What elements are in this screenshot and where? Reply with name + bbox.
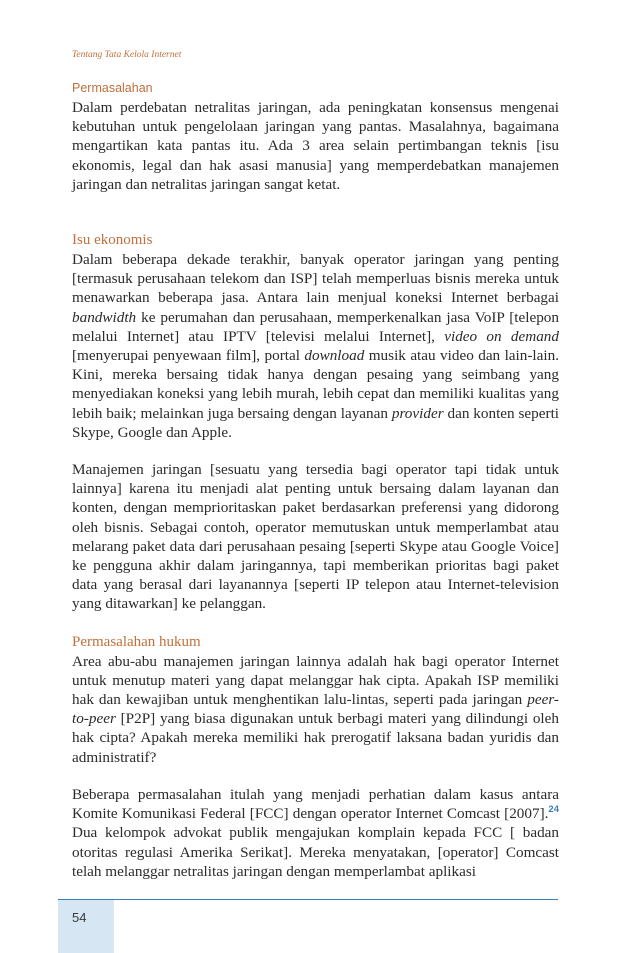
page-content [72,80,559,881]
section-label-permasalahan: Permasalahan [72,81,153,95]
page-number-box [58,900,114,953]
paragraph-permasalahan-hukum-1: Area abu-abu manajemen jaringan lainnya adalah hak bagi operator Internet untuk menutup materi yang dapat melanggar hak cipta. Apakah ISP memiliki hak dan kewajiban untuk menghentikan lalu-lintas, seperti pada jaringan peer-to-peer [P2P] yang biasa digunakan untuk berbagi materi yang dilindungi oleh hak cipta? Apakah mereka memiliki hak prerogatif laksana badan yuridis dan administratif? [72,652,559,766]
term-download: download [304,347,365,365]
page-number: 54 [72,910,87,925]
term-peer-to-peer: peer-to-peer [72,691,559,728]
footer-rule [58,899,558,900]
heading-permasalahan-hukum: Permasalahan hukum [72,633,201,650]
footnote-marker[interactable]: 24 [548,804,559,816]
paragraph-permasalahan: Dalam perdebatan netralitas jaringan, ada peningkatan konsensus mengenai kebutuhan untuk pengelolaan jaringan yang pantas. Masalahnya, bagaimana mengartikan kata pantas itu. Ada 3 area selain pertimbangan teknis [isu ekonomis, legal dan hak asasi manusia] yang memperdebatkan manajemen jaringan dan netralitas jaringan sangat ketat. [72,99,559,193]
paragraph-isu-ekonomis-2: Manajemen jaringan [sesuatu yang tersedia bagi operator tapi tidak untuk lainnya] karena itu menjadi alat penting untuk bersaing dalam layanan dan konten, dengan memprioritaskan paket berdasarkan preferensi yang didorong oleh bisnis. Sebagai contoh, operator memutuskan untuk memperlambat atau melarang paket data dari perusahaan pesaing [seperti Skype atau Google Voice] ke pengguna akhir dalam jaringannya, tapi memberikan prioritas bagi paket data yang berasal dari layanannya [seperti IP telepon atau Internet-television yang ditawarkan] ke pelanggan. [72,461,559,613]
paragraph-isu-ekonomis-1: Dalam beberapa dekade terakhir, banyak operator jaringan yang penting [termasuk perusahaan telekom dan ISP] telah memperluas bisnis mereka untuk menawarkan beberapa jasa. Antara lain menjual koneksi Internet berbagai bandwidth ke perumahan dan perusahaan, memperkenalkan jasa VoIP [telepon melalui Internet] atau IPTV [televisi melalui Internet], video on demand [menyerupai penyewaan film], portal download musik atau video dan lain-lain. Kini, mereka bersaing tidak hanya dengan pesaing yang seimbang yang menyediakan koneksi yang lebih murah, lebih cepat dan memiliki kualitas yang lebih baik; melainkan juga bersaing dengan layanan provider dan konten seperti Skype, Google dan Apple. [72,251,560,441]
heading-isu-ekonomis: Isu ekonomis [72,232,153,249]
term-bandwidth: bandwidth [72,308,137,326]
paragraph-permasalahan-hukum-2: Beberapa permasalahan itulah yang menjadi perhatian dalam kasus antara Komite Komunikasi Federal [FCC] dengan operator Internet Comcast [2007].$^{24}$ Dua kelompok advokat publik mengajukan komplain kepada FCC [ badan otoritas regulasi Amerika Serikat]. Mereka menyatakan, [operator] Comcast telah melanggar netralitas jaringan dengan memperlambat aplikasi [72,785,559,880]
term-provider: provider [391,404,444,422]
running-head: Tentang Tata Kelola Internet [72,50,182,60]
term-video-on-demand: video on demand [444,327,559,345]
